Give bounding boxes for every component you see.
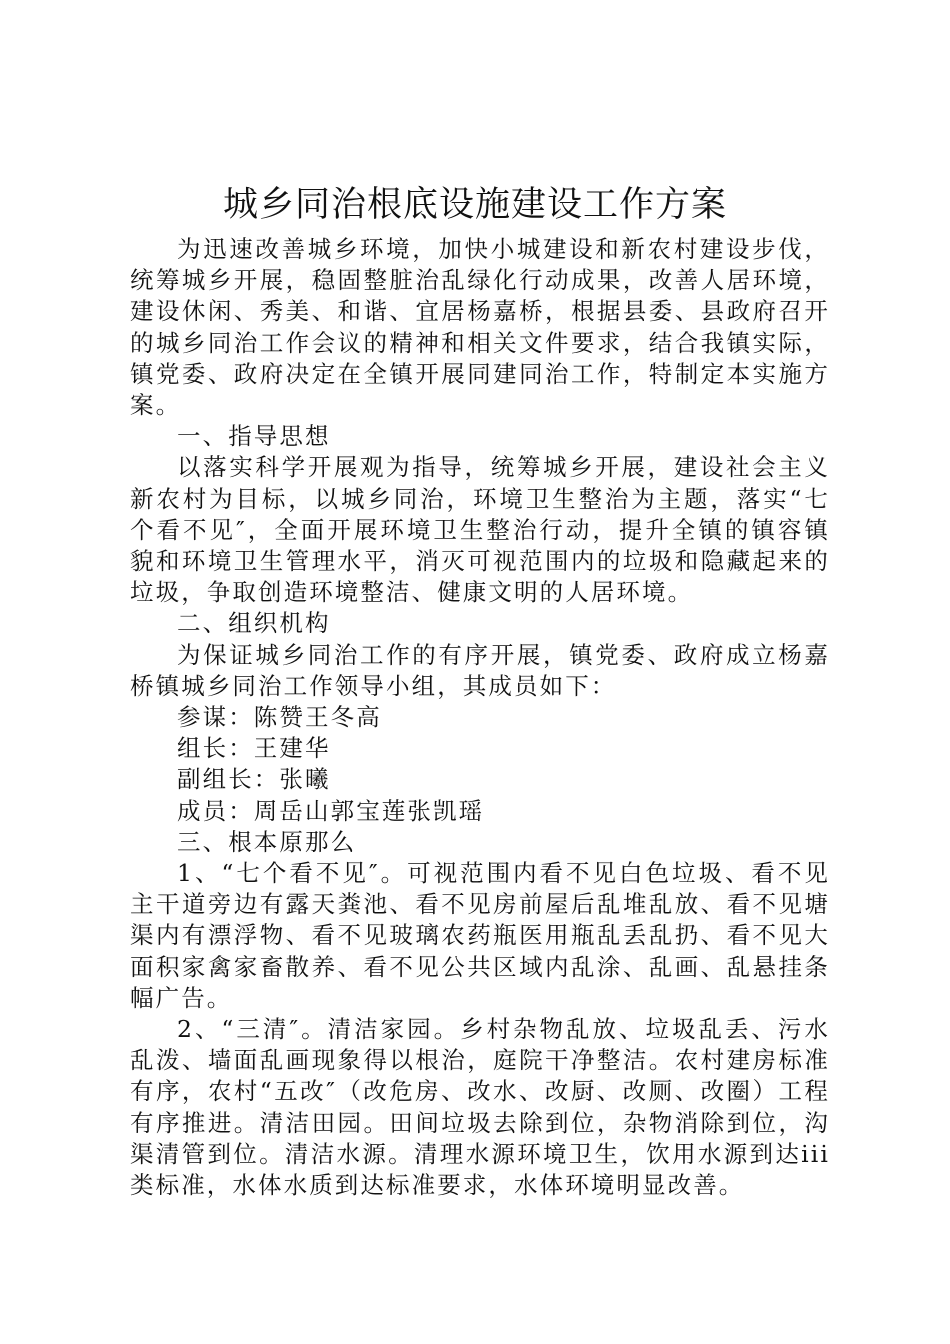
section-heading-guiding-ideology: 一、指导思想 — [177, 422, 331, 451]
guiding-ideology-paragraph: 以落实科学开展观为指导，统筹城乡开展，建设社会主义新农村为目标，以城乡同治，环境卫生整治为主题，落实“七个看不见″，全面开展环境卫生整治行动，提升全镇的镇容镇貌和环境卫生管理水平，消灭可视范围内的垃圾和隐藏起来的垃圾，争取创造环境整洁、健康文明的人居环境。 — [130, 453, 830, 607]
principle-two-paragraph: 2、“三清″。清洁家园。乡村杂物乱放、垃圾乱丢、污水乱泼、墙面乱画现象得以根治，庭院干净整洁。农村建房标准有序，农村“五改″（改危房、改水、改厨、改厕、改圈）工程有序推进。清洁田园。田间垃圾去除到位，杂物消除到位，沟渠清管到位。清洁水源。清理水源环境卫生，饮用水源到达iii类标准，水体水质到达标准要求，水体环境明显改善。 — [130, 1015, 830, 1200]
principle-one-paragraph: 1、“七个看不见″。可视范围内看不见白色垃圾、看不见主干道旁边有露天粪池、看不见房前屋后乱堆乱放、看不见塘渠内有漂浮物、看不见玻璃农药瓶医用瓶乱丢乱扔、看不见大面积家禽家畜散养、看不见公共区域内乱涂、乱画、乱悬挂条幅广告。 — [130, 859, 830, 1012]
leader-line: 组长：王建华 — [177, 734, 331, 763]
organization-paragraph: 为保证城乡同治工作的有序开展，镇党委、政府成立杨嘉桥镇城乡同治工作领导小组，其成员如下： — [130, 640, 830, 700]
intro-paragraph: 为迅速改善城乡环境，加快小城建设和新农村建设步伐，统筹城乡开展，稳固整脏治乱绿化行动成果，改善人居环境，建设休闲、秀美、和谐、宜居杨嘉桥，根据县委、县政府召开的城乡同治工作会议的精神和相关文件要求，结合我镇实际，镇党委、政府决定在全镇开展同建同治工作，特制定本实施方案。 — [130, 235, 830, 420]
advisor-line: 参谋：陈赞王冬高 — [177, 703, 382, 732]
section-heading-principles: 三、根本原那么 — [177, 827, 357, 856]
members-line: 成员：周岳山郭宝莲张凯瑶 — [177, 796, 485, 825]
document-body — [130, 234, 830, 1201]
section-heading-organization: 二、组织机构 — [177, 609, 331, 638]
document-title: 城乡同治根底设施建设工作方案 — [222, 185, 727, 225]
deputy-leader-line: 副组长：张曦 — [177, 765, 331, 794]
